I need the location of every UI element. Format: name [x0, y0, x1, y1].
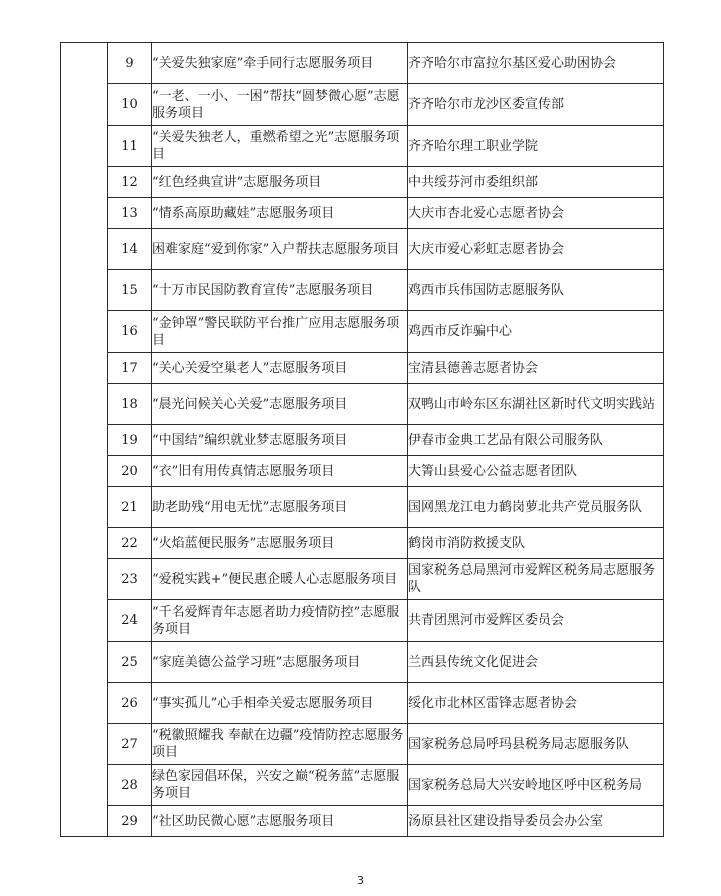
organization-cell: 双鸭山市岭东区东湖社区新时代文明实践站 [408, 384, 664, 425]
row-number-cell: 19 [108, 425, 152, 456]
table-row [61, 487, 664, 528]
organization-cell: 齐齐哈尔市龙沙区委宣传部 [408, 84, 664, 126]
row-number-cell: 9 [108, 43, 152, 84]
table-row [61, 198, 664, 229]
organization-cell: 齐齐哈尔市富拉尔基区爱心助困协会 [408, 43, 664, 84]
row-number-cell: 11 [108, 126, 152, 167]
organization-cell: 汤原县社区建设指导委员会办公室 [408, 806, 664, 837]
project-name-cell: “关爱失独家庭”牵手同行志愿服务项目 [152, 43, 408, 84]
table-row [61, 425, 664, 456]
table-row [61, 229, 664, 270]
table-row [61, 528, 664, 559]
organization-cell: 国家税务总局黑河市爱辉区税务局志愿服务队 [408, 559, 664, 600]
table-row [61, 384, 664, 425]
table-row [61, 559, 664, 600]
project-name-cell: “中国结”编织就业梦志愿服务项目 [152, 425, 408, 456]
table-row [61, 43, 664, 84]
project-name-cell: “税徽照耀我 奉献在边疆”疫情防控志愿服务项目 [152, 724, 408, 765]
project-name-cell: “关心关爱空巢老人”志愿服务项目 [152, 353, 408, 384]
project-name-cell: “十万市民国防教育宣传”志愿服务项目 [152, 270, 408, 311]
row-number-cell: 16 [108, 311, 152, 353]
project-name-cell: 绿色家园倡环保，兴安之巅“税务蓝”志愿服务项目 [152, 765, 408, 806]
row-number-cell: 17 [108, 353, 152, 384]
project-name-cell: 困难家庭“爱到你家”入户帮扶志愿服务项目 [152, 229, 408, 270]
project-name-cell: “火焰蓝便民服务”志愿服务项目 [152, 528, 408, 559]
table-row [61, 765, 664, 806]
row-number-cell: 22 [108, 528, 152, 559]
row-number-cell: 24 [108, 600, 152, 642]
organization-cell: 大庆市杏北爱心志愿者协会 [408, 198, 664, 229]
row-number-cell: 27 [108, 724, 152, 765]
organization-cell: 齐齐哈尔理工职业学院 [408, 126, 664, 167]
project-name-cell: “晨光问候关心关爱”志愿服务项目 [152, 384, 408, 425]
row-number-cell: 14 [108, 229, 152, 270]
organization-cell: 共青团黑河市爱辉区委员会 [408, 600, 664, 642]
project-name-cell: “事实孤儿”心手相牵关爱志愿服务项目 [152, 683, 408, 724]
row-number-cell: 18 [108, 384, 152, 425]
row-number-cell: 28 [108, 765, 152, 806]
organization-cell: 伊春市金典工艺品有限公司服务队 [408, 425, 664, 456]
row-number-cell: 23 [108, 559, 152, 600]
organization-cell: 大箐山县爱心公益志愿者团队 [408, 456, 664, 487]
project-name-cell: “情系高原助藏娃”志愿服务项目 [152, 198, 408, 229]
organization-cell: 国家税务总局呼玛县税务局志愿服务队 [408, 724, 664, 765]
organization-cell: 鸡西市反诈骗中心 [408, 311, 664, 353]
table-row [61, 724, 664, 765]
project-name-cell: “金钟罩”警民联防平台推广应用志愿服务项目 [152, 311, 408, 353]
project-name-cell: “一老、一小、一困”帮扶“圆梦微心愿”志愿服务项目 [152, 84, 408, 126]
organization-cell: 兰西县传统文化促进会 [408, 642, 664, 683]
table-row [61, 600, 664, 642]
table-body [61, 43, 664, 837]
organization-cell: 宝清县德善志愿者协会 [408, 353, 664, 384]
table-row [61, 311, 664, 353]
organization-cell: 国网黑龙江电力鹤岗萝北共产党员服务队 [408, 487, 664, 528]
table-row [61, 642, 664, 683]
project-name-cell: “衣”旧有用传真情志愿服务项目 [152, 456, 408, 487]
table-row [61, 84, 664, 126]
organization-cell: 鸡西市兵伟国防志愿服务队 [408, 270, 664, 311]
project-name-cell: 助老助残“用电无忧”志愿服务项目 [152, 487, 408, 528]
row-number-cell: 10 [108, 84, 152, 126]
table-row [61, 126, 664, 167]
project-name-cell: “关爱失独老人，重燃希望之光”志愿服务项目 [152, 126, 408, 167]
table-row [61, 353, 664, 384]
row-number-cell: 26 [108, 683, 152, 724]
project-name-cell: “家庭美德公益学习班”志愿服务项目 [152, 642, 408, 683]
row-number-cell: 13 [108, 198, 152, 229]
page-number: 3 [357, 874, 364, 887]
project-name-cell: “红色经典宣讲”志愿服务项目 [152, 167, 408, 198]
organization-cell: 鹤岗市消防救援支队 [408, 528, 664, 559]
project-name-cell: “千名爱辉青年志愿者助力疫情防控”志愿服务项目 [152, 600, 408, 642]
row-number-cell: 25 [108, 642, 152, 683]
organization-cell: 大庆市爱心彩虹志愿者协会 [408, 229, 664, 270]
row-number-cell: 29 [108, 806, 152, 837]
row-number-cell: 20 [108, 456, 152, 487]
row-number-cell: 12 [108, 167, 152, 198]
project-table [60, 42, 664, 837]
table-row [61, 806, 664, 837]
table-row [61, 456, 664, 487]
table-row [61, 167, 664, 198]
table-row [61, 270, 664, 311]
category-cell [61, 43, 108, 837]
organization-cell: 绥化市北林区雷锋志愿者协会 [408, 683, 664, 724]
table-row [61, 683, 664, 724]
project-name-cell: “社区助民微心愿”志愿服务项目 [152, 806, 408, 837]
row-number-cell: 21 [108, 487, 152, 528]
project-name-cell: “爱税实践+”便民惠企暖人心志愿服务项目 [152, 559, 408, 600]
row-number-cell: 15 [108, 270, 152, 311]
organization-cell: 中共绥芬河市委组织部 [408, 167, 664, 198]
organization-cell: 国家税务总局大兴安岭地区呼中区税务局 [408, 765, 664, 806]
